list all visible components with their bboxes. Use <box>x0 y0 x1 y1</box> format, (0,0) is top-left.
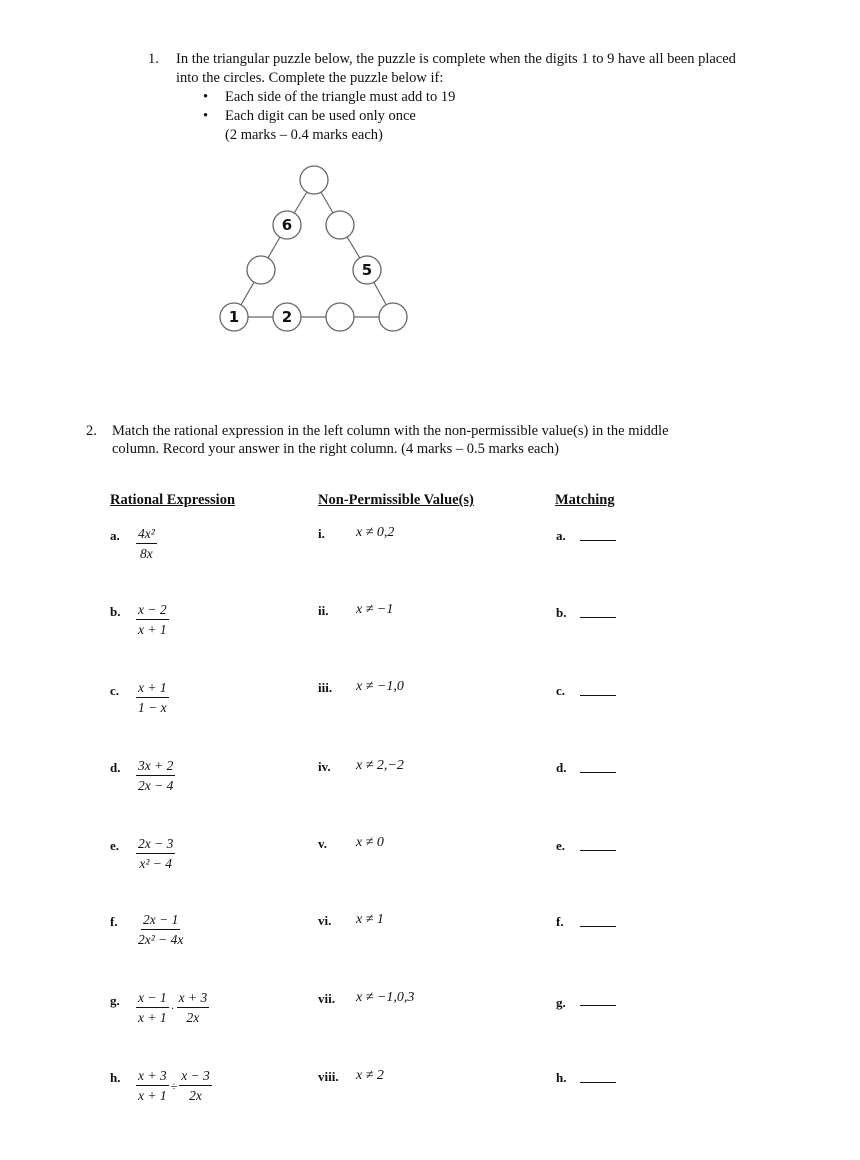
match-label-c: c. <box>556 683 566 698</box>
puzzle-circle-bottom-right[interactable] <box>379 303 407 331</box>
row-label-b: b. <box>110 604 121 619</box>
row-label-h: h. <box>110 1070 121 1085</box>
denominator: x² − 4 <box>139 856 172 871</box>
match-label-e: e. <box>556 838 566 853</box>
rational-expression-e <box>136 836 175 872</box>
rational-expression-h <box>136 1068 212 1104</box>
roman-label-v: v. <box>318 836 328 851</box>
divide-operator: ÷ <box>170 1078 178 1093</box>
roman-label-vii: vii. <box>318 991 335 1006</box>
match-answer-blank-f[interactable] <box>580 926 616 927</box>
header-non-permissible-values: Non-Permissible Value(s) <box>318 492 474 508</box>
npv-value-iv: x ≠ 2,−2 <box>356 758 404 773</box>
numerator: x + 3 <box>136 1068 169 1086</box>
npv-value-v: x ≠ 0 <box>356 835 384 850</box>
q1-marks: (2 marks – 0.4 marks each) <box>225 127 383 143</box>
numerator: x + 3 <box>177 990 210 1008</box>
q2-number: 2. <box>86 423 97 439</box>
match-answer-blank-e[interactable] <box>580 850 616 851</box>
puzzle-value-left-upper: 6 <box>281 216 293 234</box>
q2-text-line1: Match the rational expression in the left column with the non-permissible value(s) in the middle <box>112 423 669 439</box>
denominator: 2x <box>189 1088 202 1103</box>
match-label-g: g. <box>556 995 566 1010</box>
rational-expression-c <box>136 680 169 716</box>
multiply-operator: · <box>170 1000 175 1015</box>
q1-text-line1: In the triangular puzzle below, the puzzle is complete when the digits 1 to 9 have all been placed <box>176 51 736 67</box>
numerator: 3x + 2 <box>136 758 175 776</box>
npv-value-ii: x ≠ −1 <box>356 602 394 617</box>
match-label-a: a. <box>556 528 566 543</box>
q1-bullet-1: Each side of the triangle must add to 19 <box>225 89 456 105</box>
header-matching: Matching <box>555 492 615 508</box>
triangle-puzzle <box>200 150 430 340</box>
row-label-g: g. <box>110 993 120 1008</box>
match-answer-blank-d[interactable] <box>580 772 616 773</box>
fraction-1 <box>136 990 169 1026</box>
row-label-a: a. <box>110 528 120 543</box>
q1-bullet-2: Each digit can be used only once <box>225 108 416 124</box>
fraction-2 <box>179 1068 212 1104</box>
fraction-1 <box>136 1068 169 1104</box>
numerator: 2x − 1 <box>141 912 180 930</box>
bullet-icon: • <box>203 108 209 124</box>
numerator: x + 1 <box>136 680 169 698</box>
rational-expression-g <box>136 990 209 1026</box>
rational-expression-d <box>136 758 175 794</box>
row-label-f: f. <box>110 914 118 929</box>
puzzle-value-bottom-2: 2 <box>281 308 293 326</box>
numerator: x − 2 <box>136 602 169 620</box>
npv-value-vi: x ≠ 1 <box>356 912 384 927</box>
q1-number: 1. <box>148 51 159 67</box>
npv-value-viii: x ≠ 2 <box>356 1068 384 1083</box>
puzzle-value-bottom-left: 1 <box>228 308 240 326</box>
numerator: x − 1 <box>136 990 169 1008</box>
match-answer-blank-a[interactable] <box>580 540 616 541</box>
rational-expression-a <box>136 526 157 562</box>
match-answer-blank-h[interactable] <box>580 1082 616 1083</box>
match-answer-blank-g[interactable] <box>580 1005 616 1006</box>
header-rational-expression: Rational Expression <box>110 492 236 508</box>
q2-text-line2: column. Record your answer in the right column. (4 marks – 0.5 marks each) <box>112 441 559 457</box>
denominator: x + 1 <box>138 622 167 637</box>
fraction-2 <box>177 990 210 1026</box>
denominator: 8x <box>140 546 153 561</box>
denominator: 2x − 4 <box>138 778 174 793</box>
numerator: 2x − 3 <box>136 836 175 854</box>
denominator: 1 − x <box>138 700 167 715</box>
match-answer-blank-b[interactable] <box>580 617 616 618</box>
numerator: 4x² <box>136 526 157 544</box>
puzzle-circle-left-lower[interactable] <box>247 256 275 284</box>
npv-value-vii: x ≠ −1,0,3 <box>356 990 415 1005</box>
npv-value-i: x ≠ 0,2 <box>356 525 395 540</box>
numerator: x − 3 <box>179 1068 212 1086</box>
puzzle-circle-top[interactable] <box>300 166 328 194</box>
match-label-f: f. <box>556 914 564 929</box>
bullet-icon: • <box>203 89 209 105</box>
rational-expression-b <box>136 602 169 638</box>
roman-label-iv: iv. <box>318 759 331 774</box>
denominator: 2x² − 4x <box>138 932 184 947</box>
row-label-c: c. <box>110 683 120 698</box>
roman-label-vi: vi. <box>318 913 332 928</box>
match-label-d: d. <box>556 760 567 775</box>
row-label-d: d. <box>110 760 121 775</box>
puzzle-circle-bottom-3[interactable] <box>326 303 354 331</box>
roman-label-ii: ii. <box>318 603 329 618</box>
match-label-h: h. <box>556 1070 567 1085</box>
npv-value-iii: x ≠ −1,0 <box>356 679 404 694</box>
puzzle-circle-right-upper[interactable] <box>326 211 354 239</box>
roman-label-viii: viii. <box>318 1069 339 1084</box>
match-label-b: b. <box>556 605 567 620</box>
puzzle-value-right-lower: 5 <box>361 261 373 279</box>
rational-expression-f <box>136 912 185 948</box>
row-label-e: e. <box>110 838 120 853</box>
roman-label-iii: iii. <box>318 680 333 695</box>
denominator: x + 1 <box>138 1010 167 1025</box>
q1-text-line2: into the circles. Complete the puzzle below if: <box>176 70 444 86</box>
denominator: x + 1 <box>138 1088 167 1103</box>
roman-label-i: i. <box>318 526 325 541</box>
match-answer-blank-c[interactable] <box>580 695 616 696</box>
denominator: 2x <box>186 1010 200 1025</box>
